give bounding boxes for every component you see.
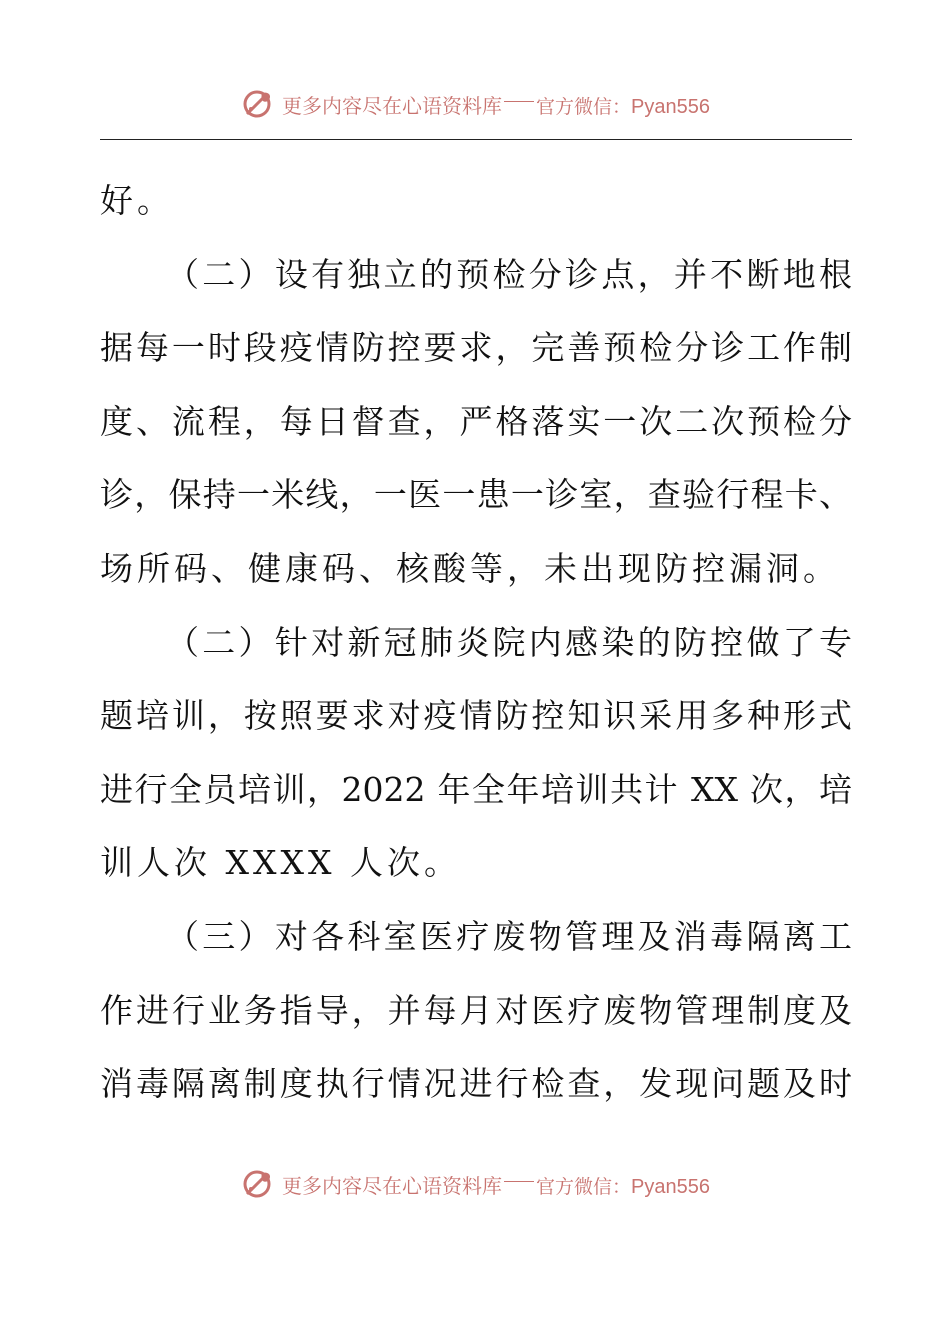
body-line: 好。 [100,181,174,220]
watermark-sub: 官方微信： [536,95,632,118]
watermark-text [282,90,710,119]
watermark-main: 更多内容尽在心语资料库 [282,93,502,118]
watermark-main: 更多内容尽在心语资料库 [282,1173,502,1198]
body-line: （二）设有独立的预检分诊点，并不断地根 [166,254,852,294]
body-line: 作进行业务指导，并每月对医疗废物管理制度及 [100,990,852,1030]
header-divider [100,139,852,140]
body-line: 据每一时段疫情防控要求，完善预检分诊工作制 [100,328,852,368]
document-body [100,164,852,1121]
watermark-separator [504,101,534,102]
body-line: （三）对各科室医疗废物管理及消毒隔离工 [166,916,852,956]
header-watermark [0,84,950,124]
body-line: 训人次 XXXX 人次。 [100,843,461,883]
footer-watermark [0,1164,950,1204]
body-line: 度、流程，每日督查，严格落实一次二次预检分 [100,401,852,441]
body-line: 场所码、健康码、核酸等，未出现防控漏洞。 [100,548,840,588]
body-line: 进行全员培训，2022 年全年培训共计 XX 次，培 [100,769,852,809]
watermark-sub: 官方微信： [536,1175,632,1198]
quill-logo-icon [240,1167,274,1201]
watermark-id: Pyan556 [631,95,710,118]
quill-logo-icon [240,87,274,121]
watermark-separator [504,1181,534,1182]
body-line: 题培训，按照要求对疫情防控知识采用多种形式 [100,696,852,736]
body-line: 消毒隔离制度执行情况进行检查，发现问题及时 [100,1064,852,1104]
body-line: 诊，保持一米线，一医一患一诊室，查验行程卡、 [100,475,852,515]
watermark-id: Pyan556 [631,1175,710,1198]
body-line: （二）针对新冠肺炎院内感染的防控做了专 [166,622,852,662]
watermark-text [282,1170,710,1199]
